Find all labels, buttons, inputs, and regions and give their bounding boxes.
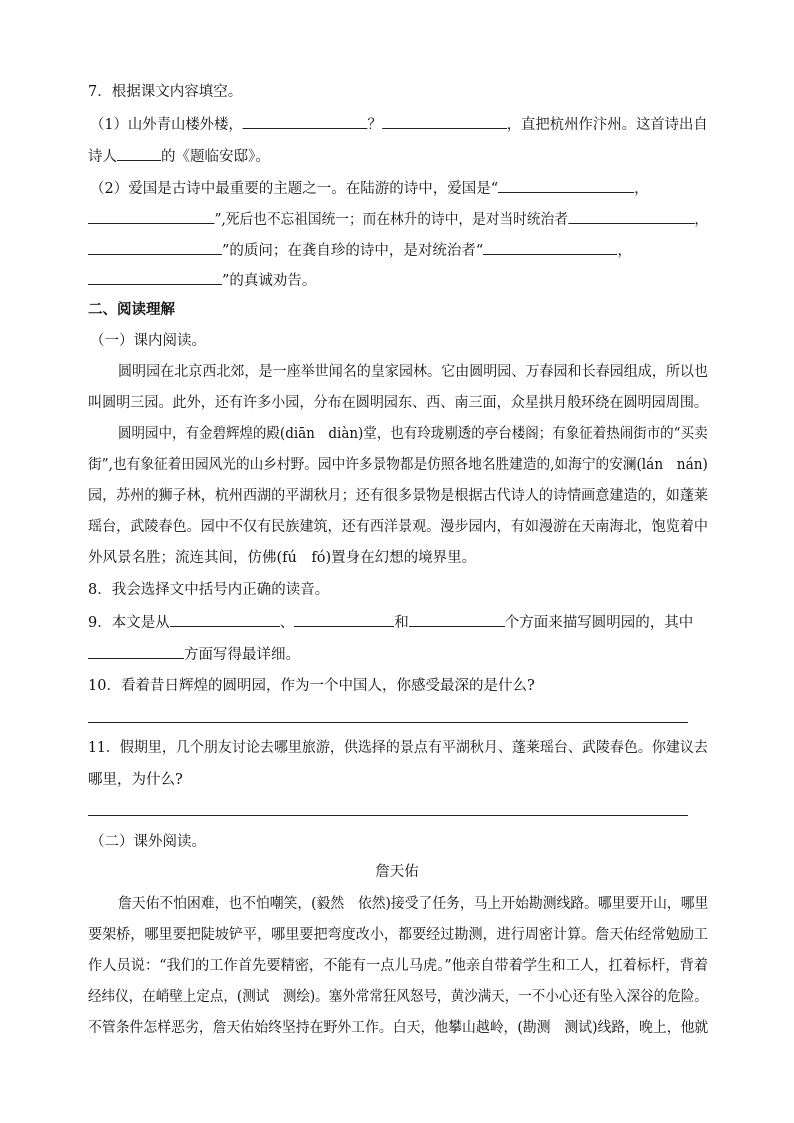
q9-text-b: 、 — [279, 615, 295, 631]
answer-blank[interactable] — [568, 209, 694, 224]
q9-text-e: 方面写得最详细。 — [184, 647, 300, 663]
question-7-part-2-line-4 — [88, 270, 316, 291]
answer-blank[interactable] — [88, 209, 214, 224]
question-9-cont — [88, 644, 300, 665]
question-11: 11．假期里，几个朋友讨论去哪里旅游，供选择的景点有平湖秋月、蓬莱瑶台、武陵春色。你建议去 — [88, 740, 708, 756]
passage-line: 圆明园中，有金碧辉煌的殿(diān diàn)堂，也有玲珑剔透的亭台楼阁；有象征着热闹街市的“买卖 — [118, 426, 708, 442]
question-8: 8．我会选择文中括号内正确的读音。 — [88, 582, 330, 598]
passage-line: 园，苏州的狮子林，杭州西湖的平湖秋月；还有很多景物是根据古代诗人的诗情画意建造的，如蓬莱 — [88, 488, 709, 504]
passage-title: 詹天佑 — [375, 864, 419, 880]
subsection-heading: （一）课内阅读。 — [90, 333, 206, 349]
answer-blank[interactable] — [294, 612, 394, 627]
answer-blank[interactable] — [88, 240, 222, 255]
answer-blank[interactable] — [88, 644, 184, 659]
passage-line: 圆明园在北京西北郊，是一座举世闻名的皇家园林。它由圆明园、万春园和长春园组成，所以也 — [118, 364, 708, 380]
q7-p1-text-c: ，直把杭州作汴州。这首诗出自 — [506, 117, 708, 133]
question-11-cont: 哪里，为什么? — [88, 772, 183, 788]
question-7-part-2 — [90, 178, 649, 199]
question-7-part-1-cont — [88, 146, 270, 167]
q7-p2-text-g: ”的真诚劝告。 — [222, 273, 317, 289]
question-7-part-1 — [90, 114, 708, 135]
passage-line: 作人员说：“我们的工作首先要精密，不能有一点儿马虎。”他亲自带着学生和工人，扛着标杆，背着 — [88, 958, 709, 974]
question-7-part-2-line-2 — [88, 209, 708, 230]
q7-p2-text-b: ， — [634, 181, 649, 197]
answer-blank[interactable] — [117, 146, 161, 161]
passage-line: 瑶台，武陵春色。园中不仅有民族建筑，还有西洋景观。漫步园内，有如漫游在天南海北，饱览着中 — [88, 519, 709, 535]
q9-text-d: 个方面来描写圆明园的，其中 — [504, 615, 694, 631]
question-7-title: 7．根据课文内容填空。 — [88, 84, 243, 100]
answer-blank[interactable] — [382, 114, 507, 129]
q7-p2-text-f: ， — [617, 243, 632, 259]
subsection-heading: （二）课外阅读。 — [90, 834, 206, 850]
q7-p2-text-e: ”的质问；在龚自珍的诗中，是对统治者“ — [222, 243, 484, 259]
passage-line: 詹天佑不怕困难，也不怕嘲笑，(毅然 依然)接受了任务，马上开始勘测线路。哪里要开山，哪里 — [118, 896, 709, 912]
passage-line: 要架桥，哪里要把陡坡铲平，哪里要把弯度改小，都要经过勘测，进行周密计算。詹天佑经常勉励工 — [88, 927, 709, 943]
passage-line: 街”,也有象征着田园风光的山乡村野。园中许多景物都是仿照各地名胜建造的,如海宁的安澜(lán nán) — [88, 457, 708, 473]
q7-p2-text-d: ， — [694, 212, 709, 228]
passage-line: 叫圆明三园。此外，还有许多小园，分布在圆明园东、西、南三面，众星拱月般环绕在圆明园周围。 — [88, 395, 709, 411]
answer-blank[interactable] — [483, 240, 617, 255]
question-9 — [88, 612, 693, 633]
answer-line[interactable] — [88, 815, 688, 816]
q7-p2-text-a: （2）爱国是古诗中最重要的主题之一。在陆游的诗中，爱国是“ — [90, 181, 499, 197]
q9-text-c: 和 — [394, 615, 409, 631]
q7-p1-text-e: 的《题临安邸》。 — [161, 149, 270, 165]
passage-line: 经纬仪，在峭壁上定点，(测试 测绘)。塞外常常狂风怒号，黄沙满天，一不小心还有坠入深谷的危险。 — [88, 989, 708, 1005]
answer-blank[interactable] — [498, 178, 634, 193]
answer-blank[interactable] — [88, 270, 222, 285]
q7-p1-text-a: （1）山外青山楼外楼， — [90, 117, 243, 133]
answer-blank[interactable] — [170, 612, 280, 627]
q7-p1-text-d: 诗人 — [88, 149, 117, 165]
q7-p1-text-b: ？ — [367, 117, 382, 133]
passage-line: 不管条件怎样恶劣，詹天佑始终坚持在野外工作。白天，他攀山越岭，(勘测 测试)线路，晚上，他就 — [88, 1020, 709, 1036]
answer-blank[interactable] — [409, 612, 505, 627]
answer-blank[interactable] — [243, 114, 368, 129]
passage-line: 外风景名胜；流连其间，仿佛(fú fó)置身在幻想的境界里。 — [88, 550, 477, 566]
q7-p2-text-c: ”,死后也不忘祖国统一；而在林升的诗中，是对当时统治者 — [214, 212, 568, 228]
question-10: 10．看着昔日辉煌的圆明园，作为一个中国人，你感受最深的是什么? — [88, 678, 535, 694]
section-heading: 二、阅读理解 — [88, 301, 175, 318]
answer-line[interactable] — [88, 722, 688, 723]
question-7-part-2-line-3 — [88, 240, 632, 261]
q9-text-a: 9．本文是从 — [88, 615, 170, 631]
